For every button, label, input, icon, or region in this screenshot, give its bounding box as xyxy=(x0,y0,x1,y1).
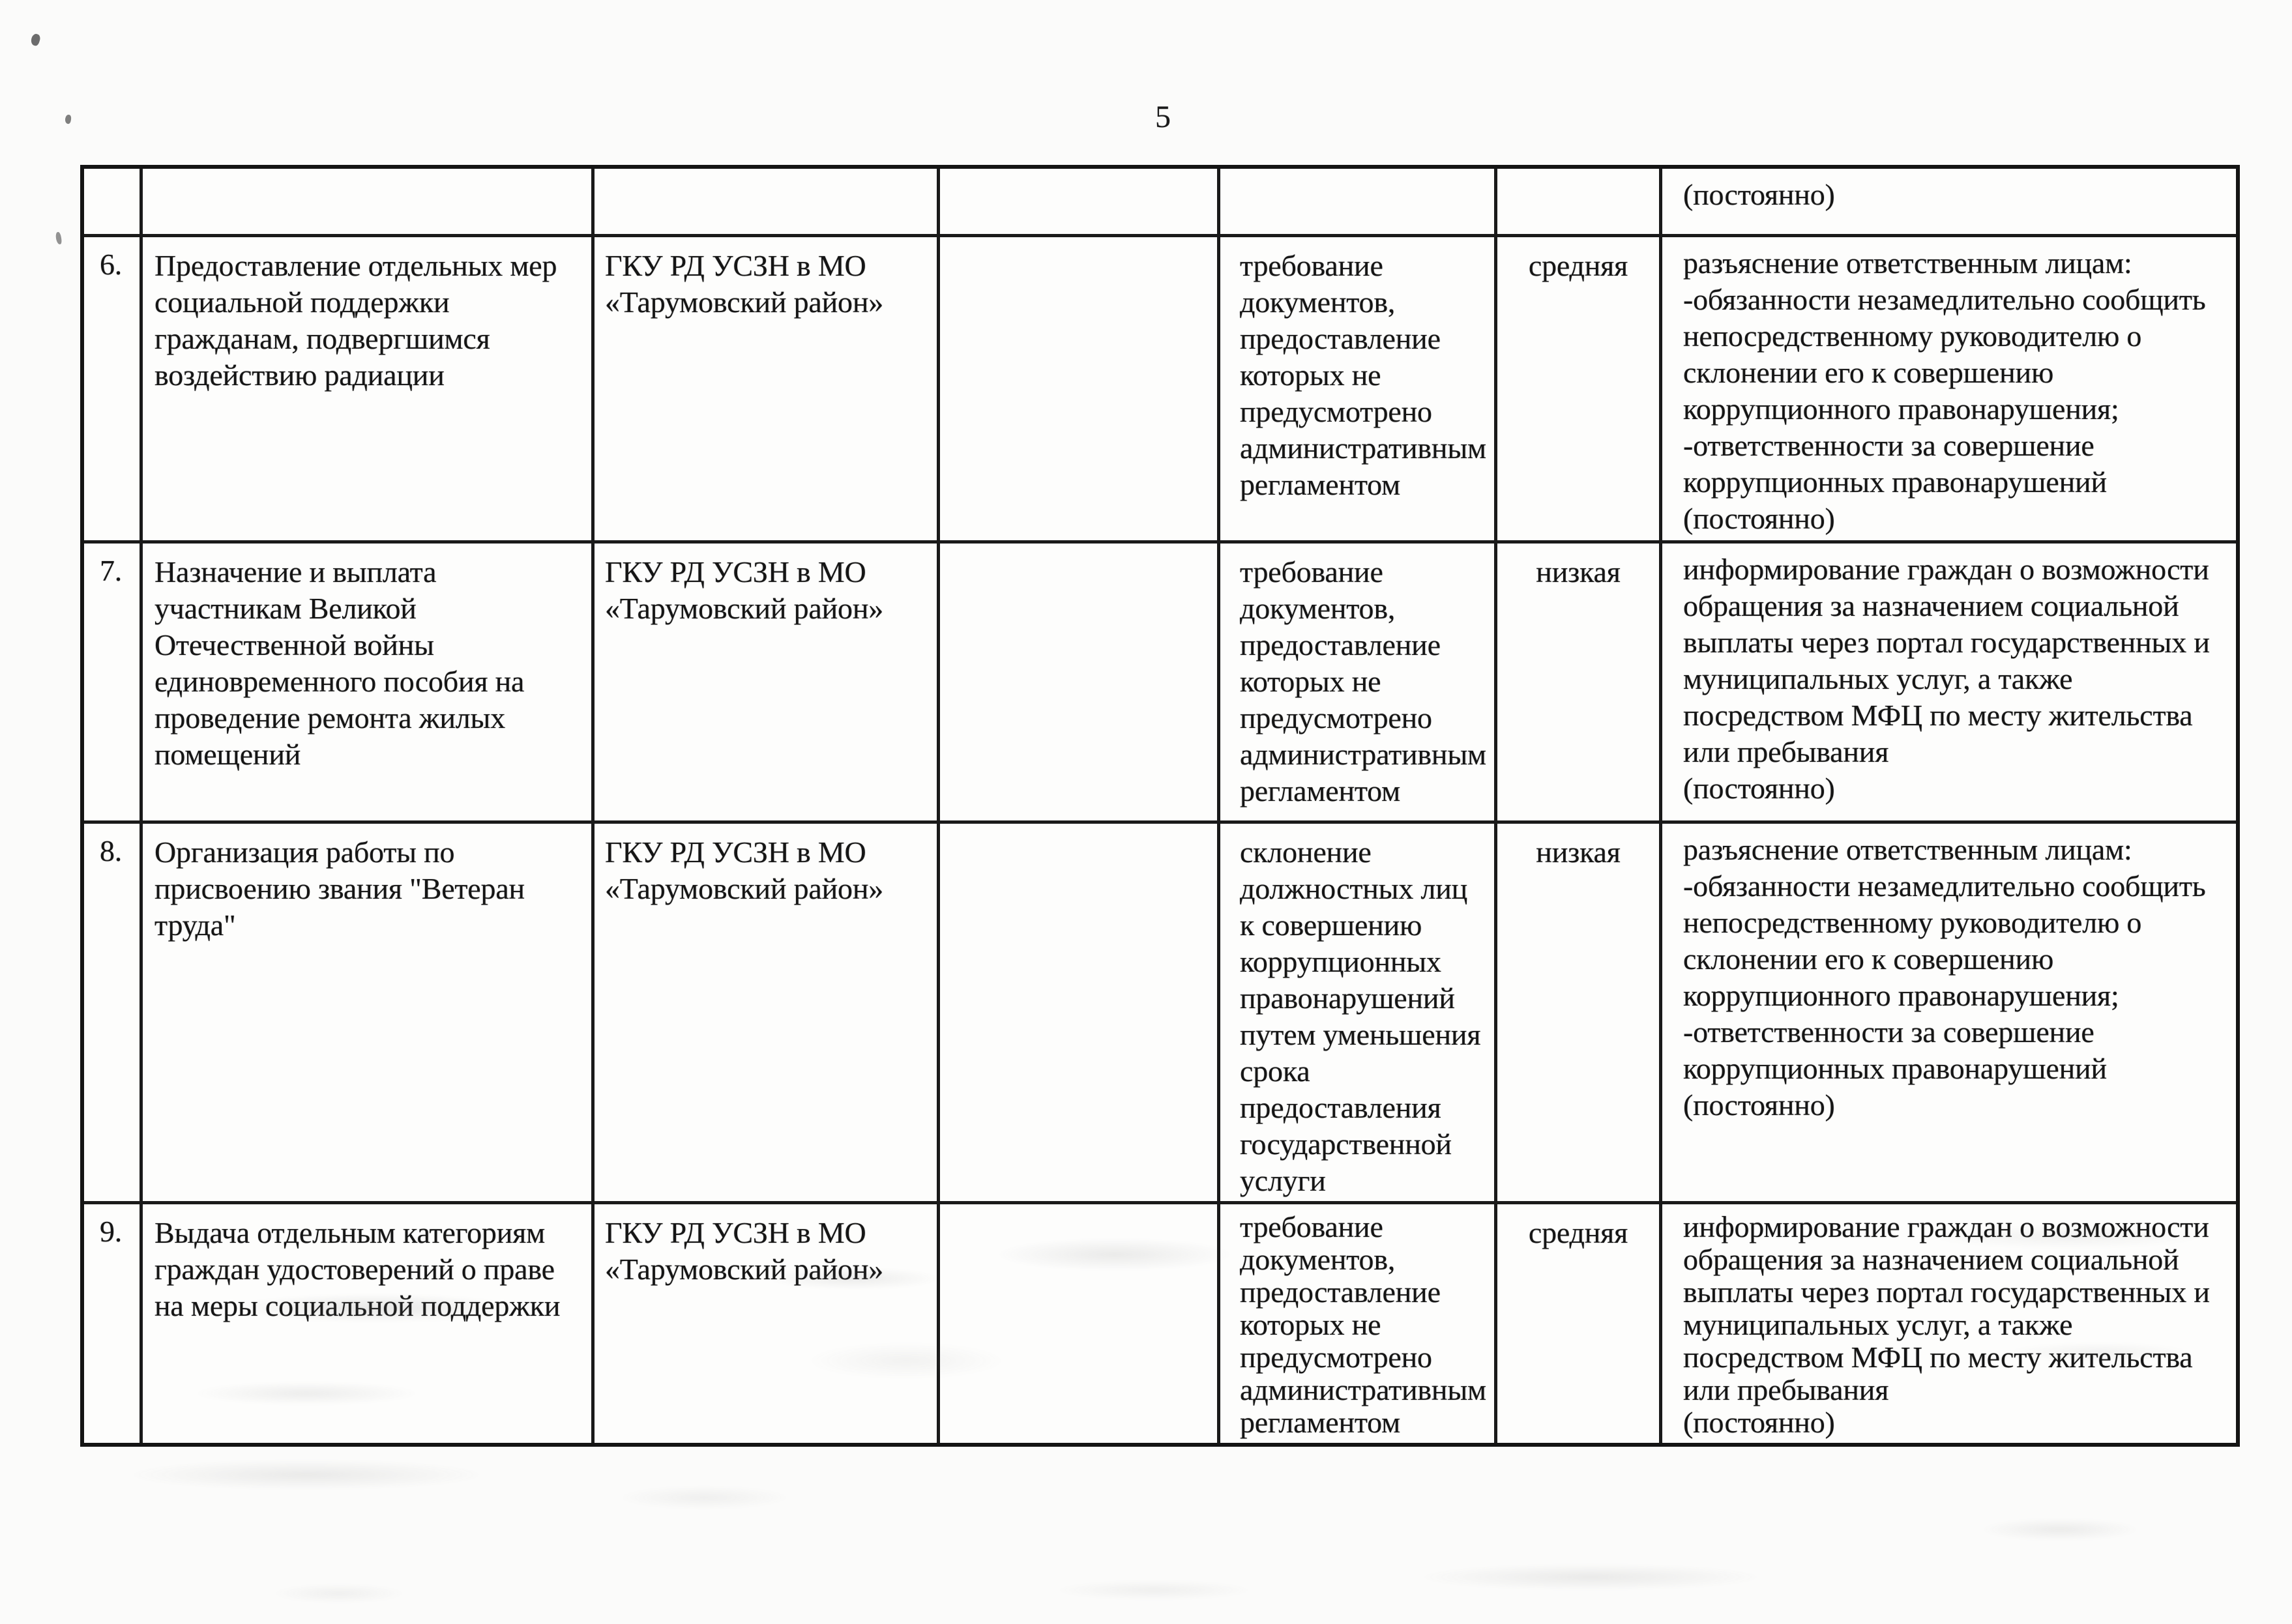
organization-cell: ГКУ РД УСЗН в МО «Тарумовский район» xyxy=(595,237,940,544)
row-number: 8. xyxy=(84,824,143,1204)
risk-cell: склонение должностных лиц к совершению коррупционных правонарушений путем уменьшения срока предоставления государственной услуги xyxy=(1220,824,1497,1204)
empty-cell xyxy=(940,544,1220,824)
risk-cell: требование документов, предоставление которых не предусмотрено административным регламентом xyxy=(1220,237,1497,544)
organization-cell: ГКУ РД УСЗН в МО «Тарумовский район» xyxy=(595,1204,940,1443)
scan-noise xyxy=(274,1584,404,1603)
carryover-org-cell xyxy=(595,169,940,237)
measures-cell: информирование граждан о возможности обращения за назначением социальной выплаты через портал государственных и муниципальных услуг, а также посредством МФЦ по месту жительства или пребывания (постоянно) xyxy=(1662,544,2236,824)
scan-noise xyxy=(619,1486,789,1509)
scan-noise xyxy=(55,232,63,245)
risk-cell: требование документов, предоставление которых не предусмотрено административным регламентом xyxy=(1220,1204,1497,1443)
organization-cell: ГКУ РД УСЗН в МО «Тарумовский район» xyxy=(595,824,940,1204)
risk-level-cell: низкая xyxy=(1497,544,1662,824)
scan-noise xyxy=(1982,1518,2138,1541)
scan-noise xyxy=(30,33,42,46)
scan-noise xyxy=(1056,1580,1252,1600)
row-number: 6. xyxy=(84,237,143,544)
empty-cell xyxy=(940,237,1220,544)
risk-level-cell: низкая xyxy=(1497,824,1662,1204)
risk-level-cell: средняя xyxy=(1497,1204,1662,1443)
risk-cell: требование документов, предоставление которых не предусмотрено административным регламентом xyxy=(1220,544,1497,824)
risk-level-cell: средняя xyxy=(1497,237,1662,544)
scan-noise xyxy=(1421,1564,1760,1590)
carryover-measures-cell: (постоянно) xyxy=(1662,169,2236,237)
corruption-risks-table xyxy=(80,165,2240,1447)
service-cell: Выдача отдельным категориям граждан удостоверений о праве на меры социальной поддержки xyxy=(143,1204,595,1443)
empty-cell xyxy=(940,824,1220,1204)
service-cell: Организация работы по присвоению звания "Ветеран труда" xyxy=(143,824,595,1204)
organization-cell: ГКУ РД УСЗН в МО «Тарумовский район» xyxy=(595,544,940,824)
carryover-empty-cell xyxy=(940,169,1220,237)
service-cell: Предоставление отдельных мер социальной поддержки гражданам, подвергшимся воздействию радиации xyxy=(143,237,595,544)
measures-cell: информирование граждан о возможности обращения за назначением социальной выплаты через портал государственных и муниципальных услуг, а также посредством МФЦ по месту жительства или пребывания (постоянно) xyxy=(1683,1210,2210,1439)
carryover-num-cell xyxy=(84,169,143,237)
empty-cell xyxy=(940,1204,1220,1443)
measures-cell: разъяснение ответственным лицам: -обязанности незамедлительно сообщить непосредственному руководителю о склонении его к совершению коррупционного правонарушения; -ответственности за совершение коррупционных правонарушений (постоянно) xyxy=(1662,237,2236,544)
scan-noise xyxy=(130,1460,482,1490)
service-cell: Назначение и выплата участникам Великой Отечественной войны единовременного пособия на проведение ремонта жилых помещений xyxy=(143,544,595,824)
row-number: 9. xyxy=(84,1204,143,1443)
page-number: 5 xyxy=(1155,100,1171,134)
carryover-risk-cell xyxy=(1220,169,1497,237)
measures-cell: разъяснение ответственным лицам: -обязанности незамедлительно сообщить непосредственному руководителю о склонении его к совершению коррупционного правонарушения; -ответственности за совершение коррупционных правонарушений (постоянно) xyxy=(1662,824,2236,1204)
carryover-level-cell xyxy=(1497,169,1662,237)
row-number: 7. xyxy=(84,544,143,824)
carryover-service-cell xyxy=(143,169,595,237)
scan-noise xyxy=(65,114,72,124)
